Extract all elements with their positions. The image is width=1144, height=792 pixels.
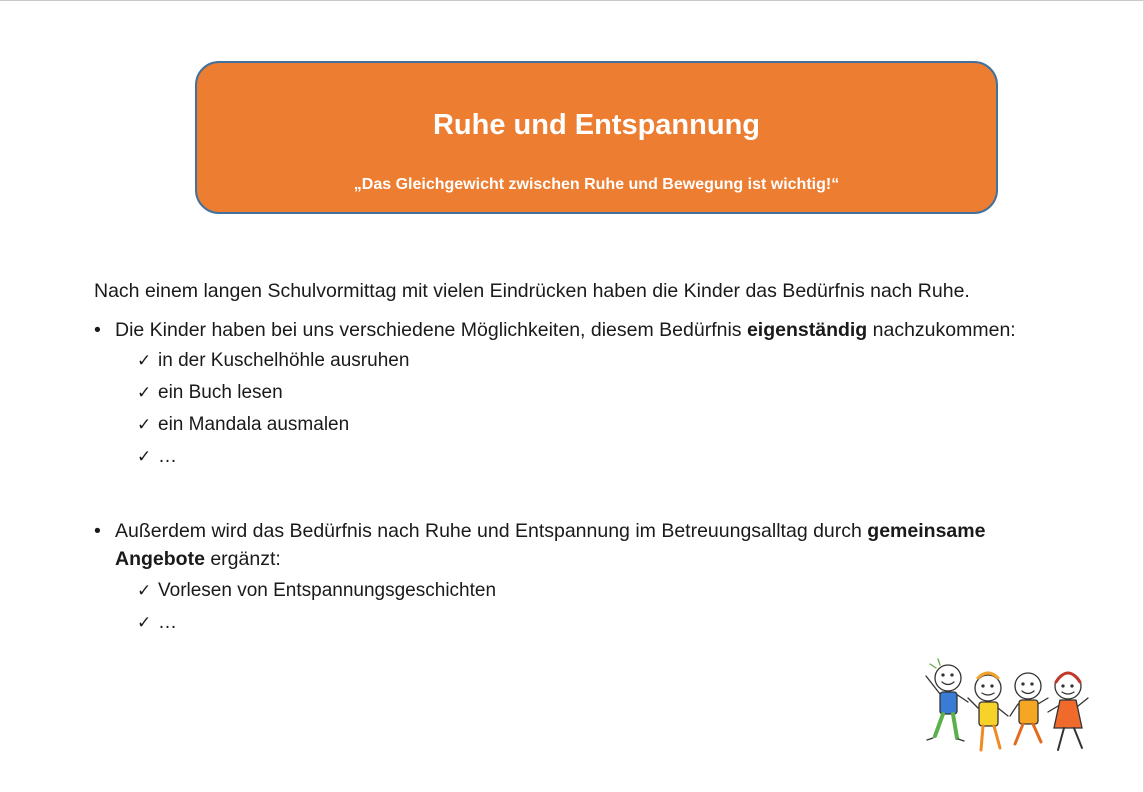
options-checklist <box>137 348 409 476</box>
checklist-item: ✓ ein Mandala ausmalen <box>137 412 409 444</box>
title-banner <box>195 61 998 214</box>
checklist-item: ✓ … <box>137 444 409 476</box>
bullet-dot: • <box>94 319 101 341</box>
slide-title: Ruhe und Entspannung <box>432 109 760 141</box>
checkmark-icon: ✓ <box>137 383 152 403</box>
checklist-item: ✓ ein Buch lesen <box>137 380 409 412</box>
checkmark-icon: ✓ <box>137 447 152 467</box>
dancing-children-icon <box>918 656 1098 761</box>
checkmark-icon: ✓ <box>137 581 152 601</box>
checkmark-icon: ✓ <box>137 613 152 633</box>
checkmark-icon: ✓ <box>137 351 152 371</box>
checkmark-icon: ✓ <box>137 415 152 435</box>
checklist-item: ✓ … <box>137 610 496 642</box>
offers-checklist <box>137 578 496 642</box>
bullet-offers-text: Außerdem wird das Bedürfnis nach Ruhe und Entspannung im Betreuungsalltag durch gemeinsame Angebote ergänzt: <box>115 520 986 570</box>
intro-paragraph: Nach einem langen Schulvormittag mit vielen Eindrücken haben die Kinder das Bedürfnis nach Ruhe. <box>94 280 970 302</box>
checklist-item: ✓ in der Kuschelhöhle ausruhen <box>137 348 409 380</box>
bullet-dot: • <box>94 520 101 542</box>
bullet-options-text: Die Kinder haben bei uns verschiedene Möglichkeiten, diesem Bedürfnis eigenständig nachzukommen: <box>115 319 1016 341</box>
slide-quote: „Das Gleichgewicht zwischen Ruhe und Bewegung ist wichtig!“ <box>353 176 840 193</box>
checklist-item: ✓ Vorlesen von Entspannungsgeschichten <box>137 578 496 610</box>
